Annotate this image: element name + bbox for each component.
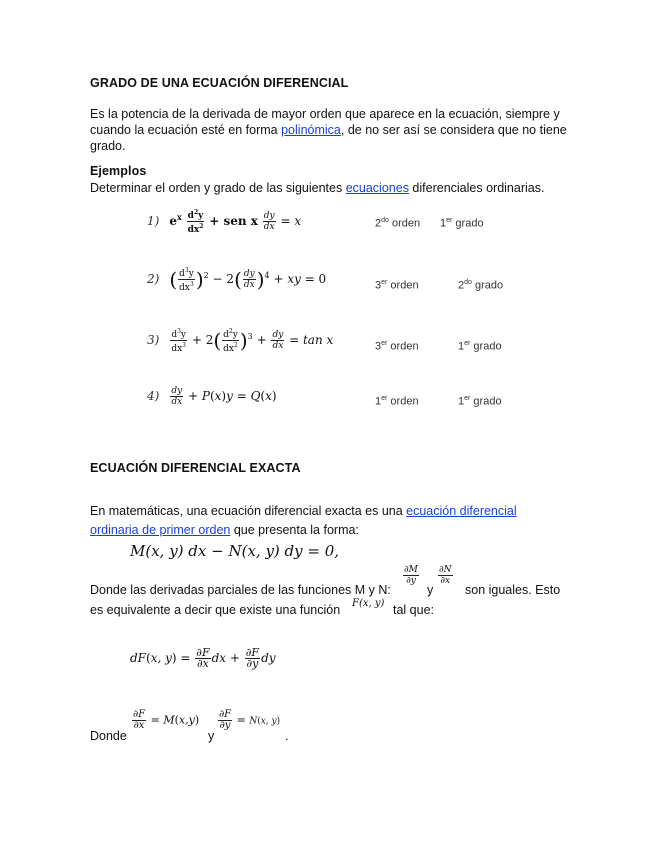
example-3-degree: 1er grado: [458, 340, 502, 353]
exacta-paragraph: [90, 502, 550, 540]
section-title-grado: GRADO DE UNA ECUACIÓN DIFERENCIAL: [90, 76, 349, 90]
example-3-order: 3er orden: [375, 340, 419, 353]
example-1-degree: 1er grado: [440, 217, 484, 230]
example-equation-4: 4) $\frac{dy}{dx}$ + P(x)y = Q(x): [147, 386, 277, 407]
link-ecuacion-diferencial-ordinaria[interactable]: ecuación diferencial ordinaria de primer orden: [90, 504, 517, 537]
grado-paragraph: [90, 106, 570, 154]
example-2-order: 3er orden: [375, 279, 419, 292]
example-equation-1: 1) $e^x$ $\frac{d^2y}{dx^2}$ + sen x $\frac{dy}{dx}$ = x: [147, 209, 302, 235]
grado-text-a: Es la potencia de la derivada de mayor orden que aparece en la ecuación, siempre y cuando la ecuación esté en forma: [90, 107, 560, 137]
partial-text-d: tal que:: [393, 603, 435, 617]
section-title-exacta: ECUACIÓN DIFERENCIAL EXACTA: [90, 461, 301, 475]
examples-intro-b: diferenciales ordinarias.: [408, 181, 545, 195]
example-number: 1): [147, 214, 160, 228]
link-ecuaciones[interactable]: ecuaciones: [345, 181, 409, 195]
donde-y-word: y: [208, 729, 215, 743]
partial-text-c: es equivalente a decir que existe una función: [90, 603, 341, 617]
df-equation: dF(x, y) = $\frac{\partial F}{\partial x}$ dx + $\frac{\partial F}{\partial y}$ dy: [130, 646, 276, 670]
donde-eq-1: $\frac{\partial F}{\partial x}$ = M(x,y): [133, 709, 200, 731]
exacta-text-b: que presenta la forma:: [230, 523, 359, 537]
link-polinomica[interactable]: polinómica: [281, 123, 341, 137]
exact-form-equation: M(x, y) dx − N(x, y) dy = 0,: [130, 542, 340, 560]
function-f: F(x, y): [352, 598, 385, 609]
partial-text-a: Donde las derivadas parciales de las funciones M y N:: [90, 583, 391, 597]
example-1-order: $2^{do}$ orden: [375, 217, 421, 230]
example-number: 3): [147, 333, 160, 347]
donde-eq-2: $\frac{\partial F}{\partial y}$ = N(x, y): [219, 709, 281, 731]
example-equation-2: 2) ( $\frac{d^3y}{dx^3}$ )$^2$ − 2( $\frac{dy}{dx}$ )$^4$ + xy = 0: [147, 267, 327, 293]
example-number: 4): [147, 389, 160, 403]
exacta-text-a: En matemáticas, una ecuación diferencial exacta es una: [90, 504, 407, 518]
example-number: 2): [147, 272, 160, 286]
partial-n-x: $\frac{\partial N}{\partial x}$: [439, 565, 452, 586]
donde-word: Donde: [90, 729, 127, 743]
example-2-degree: $2^{do}$ grado: [458, 279, 504, 292]
grado-text-b: , de no ser así se considera que no tiene grado.: [90, 123, 567, 153]
examples-intro: [90, 180, 590, 196]
example-equation-3: 3) $\frac{d^3y}{dx^3}$ + 2( $\frac{d^2y}{dx^2}$ )$^3$ + $\frac{dy}{dx}$ = tan x: [147, 328, 334, 354]
partial-y-word: y: [427, 583, 434, 597]
examples-intro-a: Determinar el orden y grado de las siguientes: [90, 181, 346, 195]
partial-text-b: son iguales. Esto: [465, 583, 561, 597]
partial-m-y: $\frac{\partial M}{\partial y}$: [404, 565, 418, 586]
donde-period: .: [285, 729, 289, 743]
examples-heading: Ejemplos: [90, 164, 147, 178]
example-4-degree: 1er grado: [458, 395, 502, 408]
example-4-order: 1er orden: [375, 395, 419, 408]
